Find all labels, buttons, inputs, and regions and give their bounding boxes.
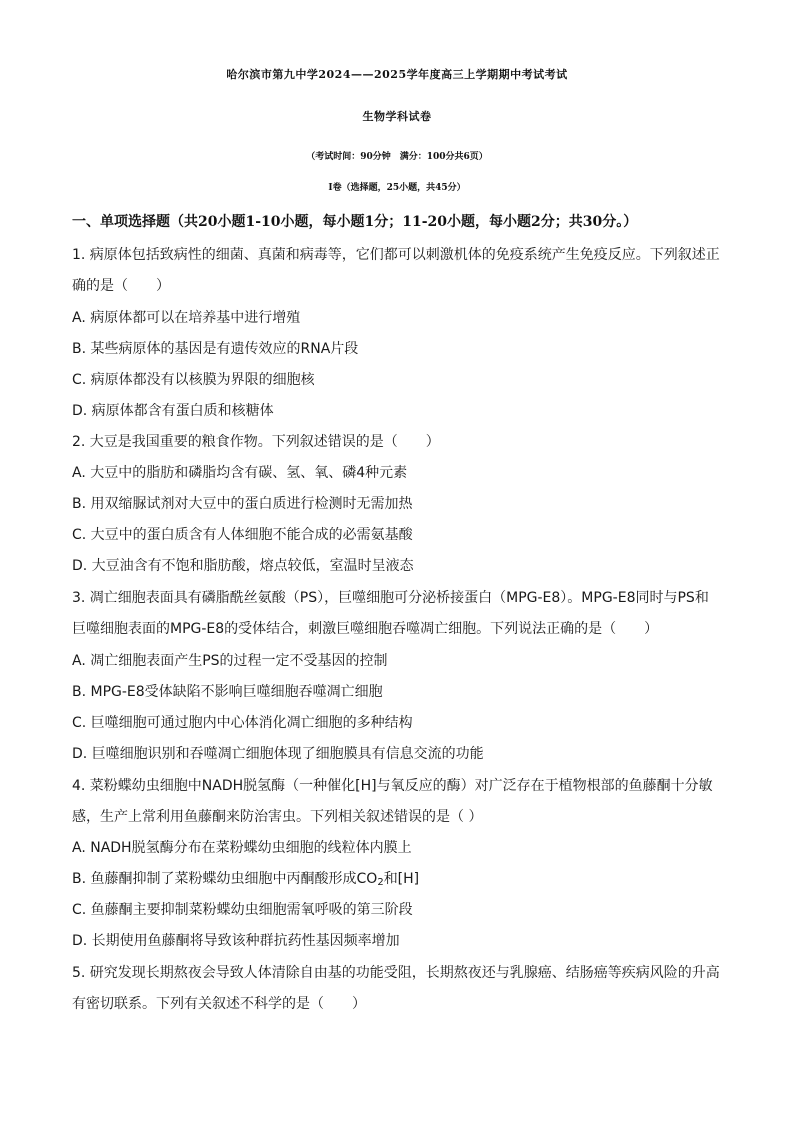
q4-option-c: C. 鱼藤酮主要抑制菜粉蝶幼虫细胞需氧呼吸的第三阶段	[72, 902, 413, 918]
exam-info: （考试时间：90分钟 满分：100分共6页）	[306, 152, 488, 162]
q3-option-a: A. 凋亡细胞表面产生PS的过程一定不受基因的控制	[72, 653, 388, 669]
q1-option-a: A. 病原体都可以在培养基中进行增殖	[72, 310, 301, 326]
q3-stem-line2: 巨噬细胞表面的MPG-E8的受体结合，刺激巨噬细胞吞噬凋亡细胞。下列说法正确的是（ ）	[72, 621, 659, 637]
q2-stem-line1: 2. 大豆是我国重要的粮食作物。下列叙述错误的是（ ）	[72, 434, 440, 450]
q4-option-a: A. NADH脱氢酶分布在菜粉蝶幼虫细胞的线粒体内膜上	[72, 840, 412, 856]
q4-option-b-text: B. 鱼藤酮抑制了菜粉蝶幼虫细胞中丙酮酸形成CO	[72, 871, 378, 887]
exam-subtitle: 生物学科试卷	[362, 110, 432, 123]
exam-title: 哈尔滨市第九中学2024——2025学年度高三上学期期中考试考试	[226, 68, 568, 81]
q2-option-d: D. 大豆油含有不饱和脂肪酸，熔点较低，室温时呈液态	[72, 558, 414, 574]
q3-option-d: D. 巨噬细胞识别和吞噬凋亡细胞体现了细胞膜具有信息交流的功能	[72, 746, 484, 762]
q4-stem-line1: 4. 菜粉蝶幼虫细胞中NADH脱氢酶（一种催化[H]与氧反应的酶）对广泛存在于植物根部的鱼藤酮十分敏	[72, 778, 713, 794]
q2-option-c: C. 大豆中的蛋白质含有人体细胞不能合成的必需氨基酸	[72, 527, 413, 543]
q5-stem-line2: 有密切联系。下列有关叙述不科学的是（ ）	[72, 996, 366, 1012]
q2-option-a: A. 大豆中的脂肪和磷脂均含有碳、氢、氧、磷4种元素	[72, 465, 408, 481]
q1-option-c: C. 病原体都没有以核膜为界限的细胞核	[72, 372, 315, 388]
q1-option-d: D. 病原体都含有蛋白质和核糖体	[72, 403, 274, 419]
q1-stem-line2: 确的是（ ）	[72, 278, 170, 294]
q4-option-b-subscript: 2	[377, 877, 384, 888]
q1-option-b: B. 某些病原体的基因是有遗传效应的RNA片段	[72, 341, 359, 357]
q3-option-b: B. MPG-E8受体缺陷不影响巨噬细胞吞噬凋亡细胞	[72, 684, 383, 700]
volume-heading: Ⅰ卷（选择题，25小题，共45分）	[328, 183, 466, 193]
q4-stem-line2: 感，生产上常利用鱼藤酮来防治害虫。下列相关叙述错误的是（ ）	[72, 809, 483, 825]
q5-stem-line1: 5. 研究发现长期熬夜会导致人体清除自由基的功能受阻，长期熬夜还与乳腺癌、结肠癌等疾病风险的升高	[72, 965, 720, 981]
q4-option-d: D. 长期使用鱼藤酮将导致该种群抗药性基因频率增加	[72, 933, 400, 949]
q2-option-b: B. 用双缩脲试剂对大豆中的蛋白质进行检测时无需加热	[72, 496, 413, 512]
q3-option-c: C. 巨噬细胞可通过胞内中心体消化凋亡细胞的多种结构	[72, 715, 413, 731]
q4-option-b	[72, 868, 419, 888]
q3-stem-line1: 3. 凋亡细胞表面具有磷脂酰丝氨酸（PS），巨噬细胞可分泌桥接蛋白（MPG-E8）。MPG-E8同时与PS和	[72, 590, 709, 606]
q4-option-b-text-end: 和[H]	[383, 871, 420, 887]
q1-stem-line1: 1. 病原体包括致病性的细菌、真菌和病毒等，它们都可以刺激机体的免疫系统产生免疫反应。下列叙述正	[72, 247, 720, 263]
section-heading: 一、单项选择题（共20小题1-10小题，每小题1分；11-20小题，每小题2分；共30分。）	[72, 214, 638, 230]
